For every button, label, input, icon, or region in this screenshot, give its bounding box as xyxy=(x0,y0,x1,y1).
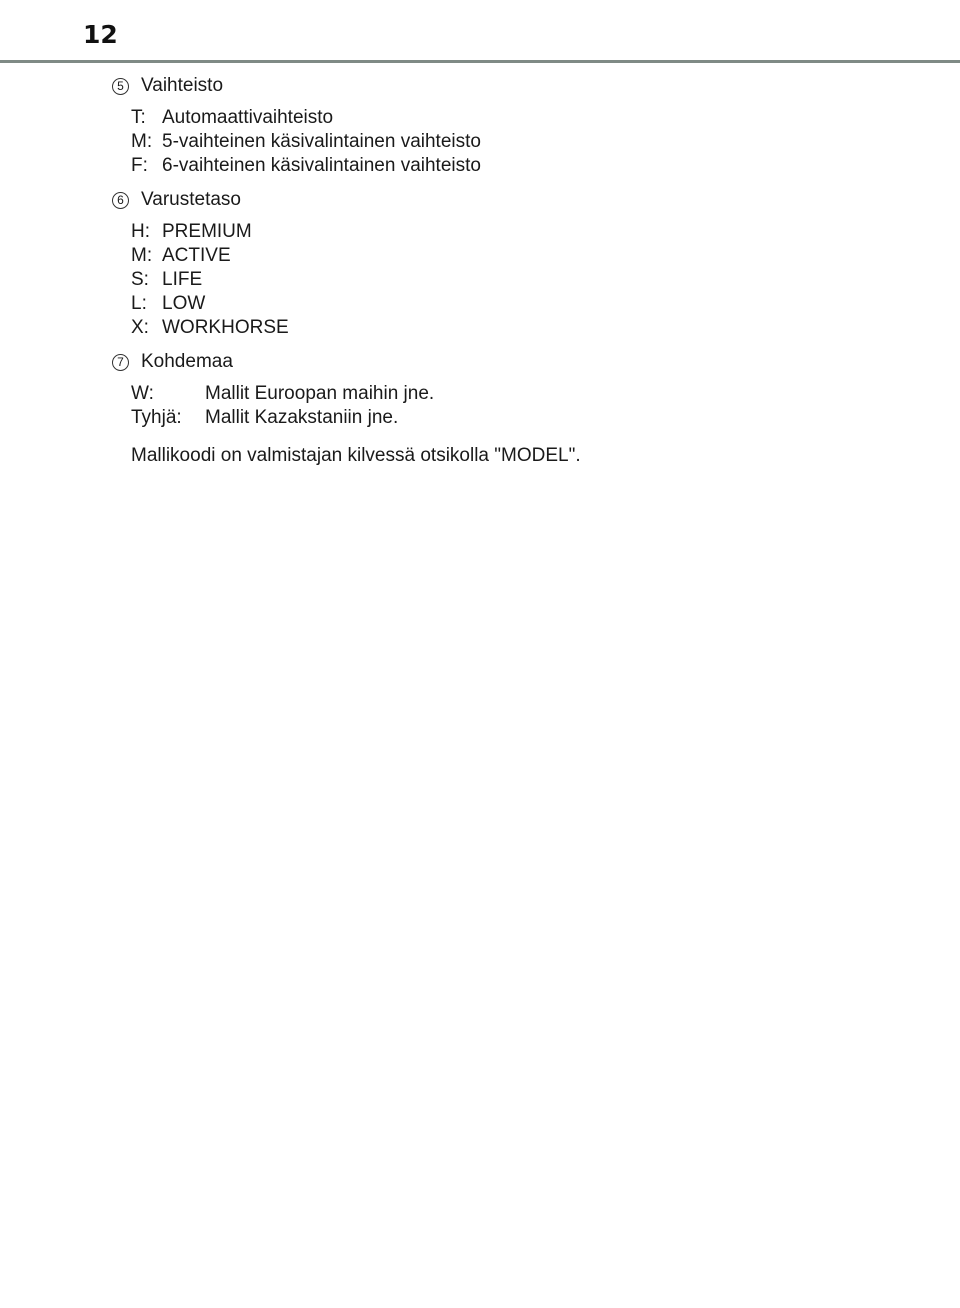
section-title: Varustetaso xyxy=(141,189,241,210)
section-title: Kohdemaa xyxy=(141,351,233,372)
item-description: 6-vaihteinen käsivalintainen vaihteisto xyxy=(162,155,481,176)
model-code-note: Mallikoodi on valmistajan kilvessä otsikolla "MODEL". xyxy=(131,445,581,466)
list-item xyxy=(131,382,912,406)
list-item xyxy=(131,292,912,316)
code-list xyxy=(131,106,912,178)
page-content xyxy=(112,72,912,468)
item-description: LIFE xyxy=(162,269,203,290)
list-item xyxy=(131,154,912,178)
item-code: M: xyxy=(131,131,153,152)
list-item xyxy=(131,220,912,244)
circled-number: 5 xyxy=(112,78,129,95)
item-code: F: xyxy=(131,155,148,176)
item-description: Mallit Euroopan maihin jne. xyxy=(205,383,435,404)
item-code: S: xyxy=(131,269,149,290)
list-item xyxy=(131,406,912,430)
list-item xyxy=(131,316,912,340)
item-description: LOW xyxy=(162,293,206,314)
section-transmission-heading xyxy=(112,72,912,100)
circled-number: 7 xyxy=(112,354,129,371)
item-code: W: xyxy=(131,383,154,404)
section-trim-heading xyxy=(112,186,912,214)
code-list xyxy=(131,220,912,340)
section-title: Vaihteisto xyxy=(141,75,224,96)
header-rule xyxy=(0,60,960,63)
item-code: H: xyxy=(131,221,150,242)
circled-number: 6 xyxy=(112,192,129,209)
item-description: PREMIUM xyxy=(162,221,252,242)
item-code: X: xyxy=(131,317,149,338)
page-number: 12 xyxy=(83,20,118,49)
item-code: T: xyxy=(131,107,146,128)
list-item xyxy=(131,244,912,268)
item-description: Mallit Kazakstaniin jne. xyxy=(205,407,399,428)
code-list xyxy=(131,382,912,430)
section-destination-heading xyxy=(112,348,912,376)
list-item xyxy=(131,268,912,292)
list-item xyxy=(131,106,912,130)
item-code: Tyhjä: xyxy=(131,407,182,428)
list-item xyxy=(131,130,912,154)
item-code: L: xyxy=(131,293,147,314)
item-description: Automaattivaihteisto xyxy=(162,107,334,128)
item-description: ACTIVE xyxy=(162,245,231,266)
item-description: 5-vaihteinen käsivalintainen vaihteisto xyxy=(162,131,481,152)
item-description: WORKHORSE xyxy=(162,317,289,338)
item-code: M: xyxy=(131,245,153,266)
